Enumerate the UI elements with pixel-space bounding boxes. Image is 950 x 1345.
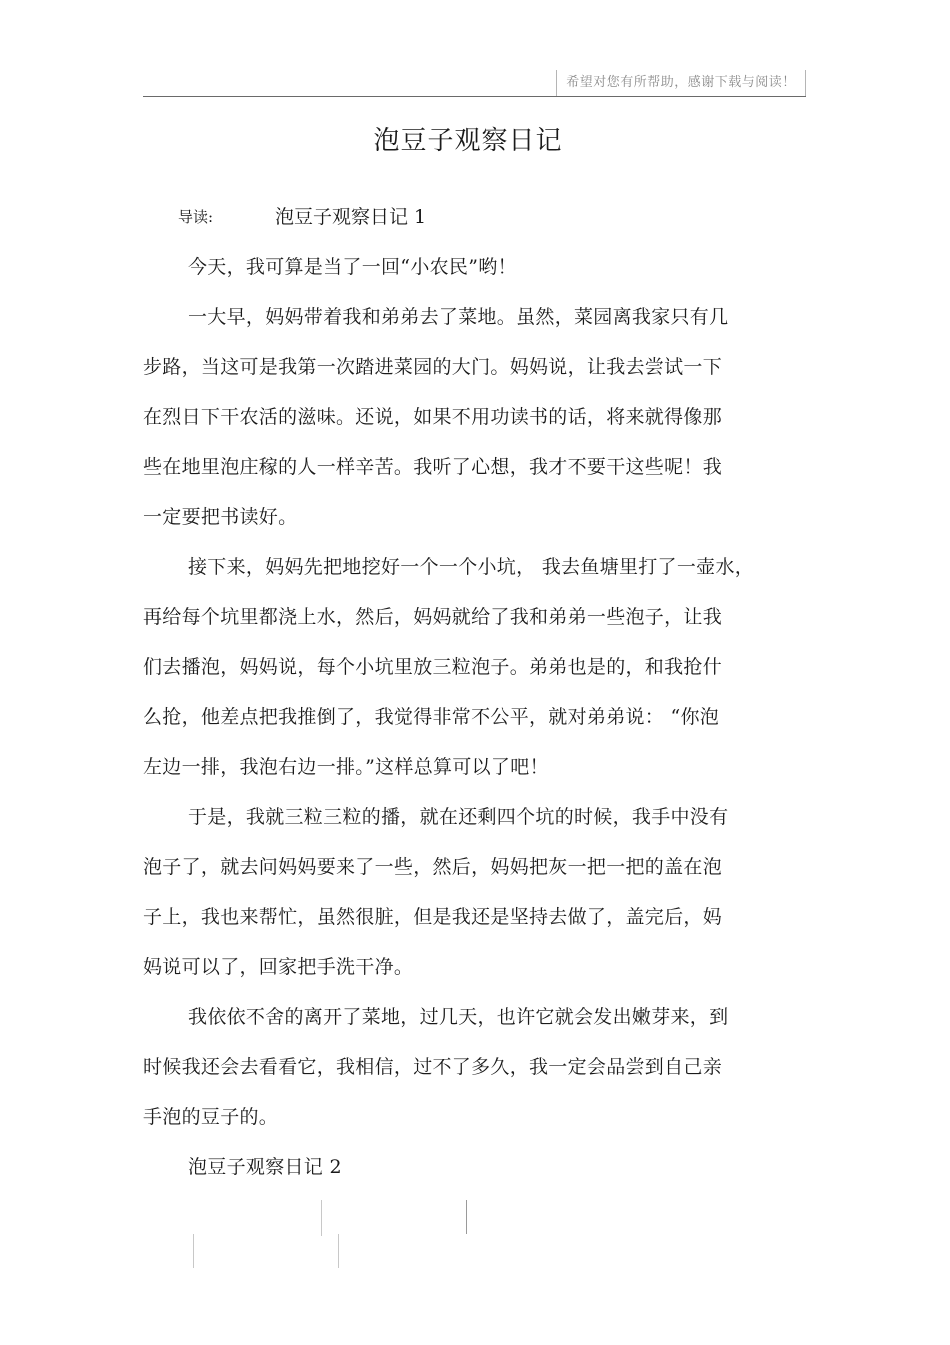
- header-rule: [143, 96, 806, 97]
- document-title: 泡豆子观察日记: [373, 126, 563, 156]
- body-line: 一大早，妈妈带着我和弟弟去了菜地。虽然，菜园离我家只有几: [188, 306, 729, 328]
- body-line: 再给每个坑里都浇上水，然后，妈妈就给了我和弟弟一些泡子，让我: [143, 606, 723, 628]
- body-line: 接下来，妈妈先把地挖好一个一个小坑， 我去鱼塘里打了一壶水，: [188, 556, 755, 578]
- body-line: 今天，我可算是当了一回“小农民”哟！: [188, 256, 517, 278]
- body-line: 子上，我也来帮忙，虽然很脏，但是我还是坚持去做了，盖完后，妈: [143, 906, 723, 928]
- lead-label: 导读:: [178, 208, 214, 226]
- scan-artifact-line: [193, 1234, 194, 1268]
- body-line: 步路，当这可是我第一次踏进菜园的大门。妈妈说，让我去尝试一下: [143, 356, 723, 378]
- body-line: 泡子了，就去问妈妈要来了一些，然后，妈妈把灰一把一把的盖在泡: [143, 856, 723, 878]
- scan-artifact-line: [466, 1200, 467, 1234]
- body-line: 我依依不舍的离开了菜地，过几天，也许它就会发出嫩芽来，到: [188, 1006, 729, 1028]
- body-line: 左边一排，我泡右边一排。”这样总算可以了吧！: [143, 756, 549, 778]
- body-line: 么抢，他差点把我推倒了，我觉得非常不公平，就对弟弟说： “你泡: [143, 706, 720, 728]
- section-heading: 泡豆子观察日记 2: [188, 1156, 342, 1178]
- body-line: 时候我还会去看看它，我相信，过不了多久，我一定会品尝到自己亲: [143, 1056, 723, 1078]
- body-line: 一定要把书读好。: [143, 506, 298, 528]
- body-line: 们去播泡，妈妈说，每个小坑里放三粒泡子。弟弟也是的，和我抢什: [143, 656, 723, 678]
- scan-artifact-line: [321, 1200, 322, 1236]
- header-tagline: 希望对您有所帮助，感谢下载与阅读！: [556, 70, 806, 96]
- body-line: 手泡的豆子的。: [143, 1106, 279, 1128]
- body-line: 在烈日下干农活的滋味。还说，如果不用功读书的话，将来就得像那: [143, 406, 723, 428]
- lead-title: 泡豆子观察日记 1: [275, 206, 427, 228]
- body-line: 些在地里泡庄稼的人一样辛苦。我听了心想，我才不要干这些呢！我: [143, 456, 723, 478]
- body-line: 妈说可以了，回家把手洗干净。: [143, 956, 414, 978]
- body-line: 于是，我就三粒三粒的播，就在还剩四个坑的时候，我手中没有: [188, 806, 729, 828]
- scan-artifact-line: [338, 1234, 339, 1268]
